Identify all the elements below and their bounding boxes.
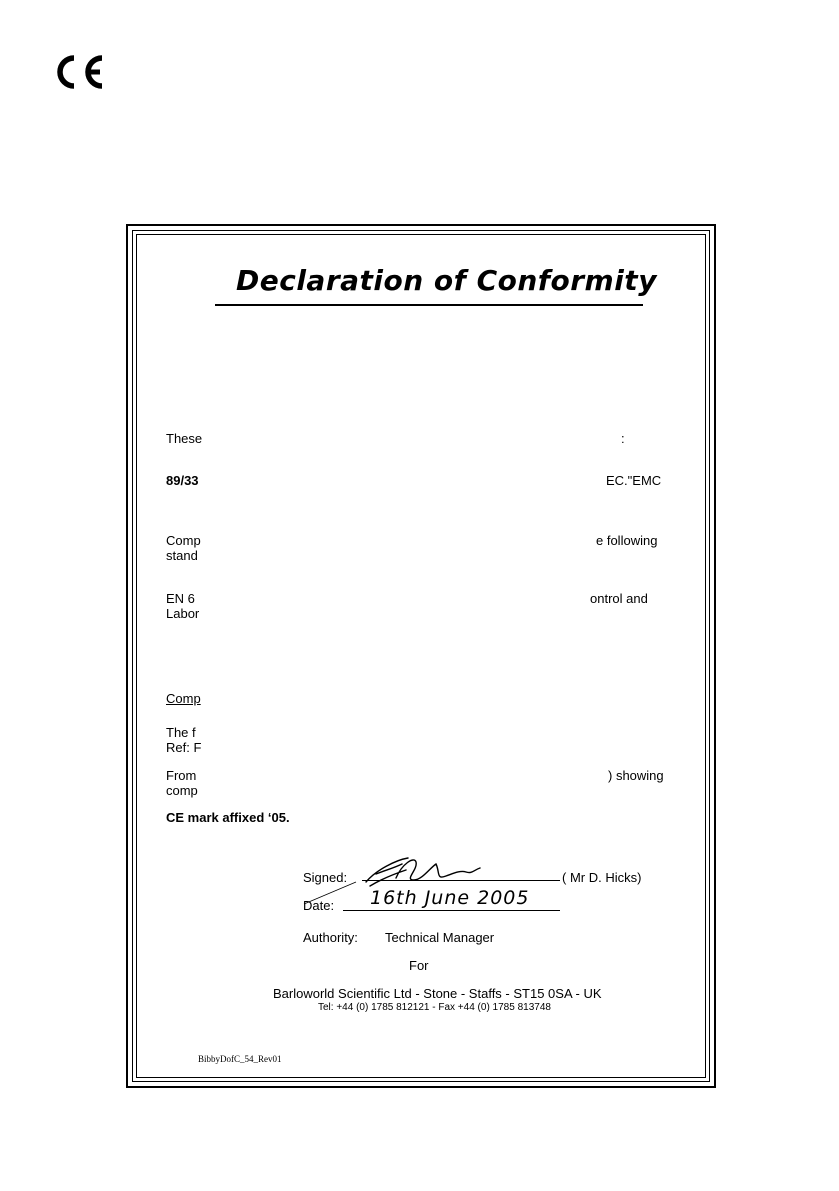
authority-value: Technical Manager bbox=[385, 930, 495, 945]
para3-line2-left: stand bbox=[166, 548, 198, 563]
title-underline bbox=[215, 304, 643, 306]
signer-name: ( Mr D. Hicks) bbox=[562, 870, 642, 885]
section-heading: Comp bbox=[166, 691, 201, 706]
para2-right: EC."EMC bbox=[606, 473, 662, 488]
para5-line2-left: Ref: F bbox=[166, 740, 202, 755]
para2-left: 89/33 bbox=[166, 473, 199, 488]
authority-label: Authority: bbox=[303, 930, 358, 945]
para4-line1-left: EN 6 bbox=[166, 591, 195, 606]
para6-line1-left: From bbox=[166, 768, 197, 783]
date-line bbox=[343, 910, 560, 911]
company-address: Barloworld Scientific Ltd - Stone - Staffs - ST15 0SA - UK bbox=[273, 986, 602, 1001]
para3-line1-right: e following bbox=[596, 533, 658, 548]
date-handwritten: 16th June 2005 bbox=[370, 887, 530, 909]
date-line-stroke bbox=[300, 880, 360, 915]
para4-line1-right: ontrol and bbox=[590, 591, 648, 606]
para5-line1-left: The f bbox=[166, 725, 196, 740]
document-code: BibbyDofC_54_Rev01 bbox=[198, 1054, 282, 1064]
ce-affixed-note: CE mark affixed ‘05. bbox=[166, 810, 290, 825]
para4-line2-left: Labor bbox=[166, 606, 200, 621]
ce-mark-logo bbox=[50, 52, 106, 92]
para6-line1-right: ) showing bbox=[608, 768, 664, 783]
para1-left: These bbox=[166, 431, 203, 446]
signed-label: Signed: bbox=[303, 870, 348, 885]
for-label: For bbox=[409, 958, 429, 973]
company-contact: Tel: +44 (0) 1785 812121 - Fax +44 (0) 1785 813748 bbox=[318, 1002, 551, 1013]
para1-right: : bbox=[621, 431, 625, 446]
para6-line2-left: comp bbox=[166, 783, 198, 798]
document-title: Declaration of Conformity bbox=[236, 264, 657, 297]
para3-line1-left: Comp bbox=[166, 533, 201, 548]
date-label: Date: bbox=[303, 898, 335, 913]
